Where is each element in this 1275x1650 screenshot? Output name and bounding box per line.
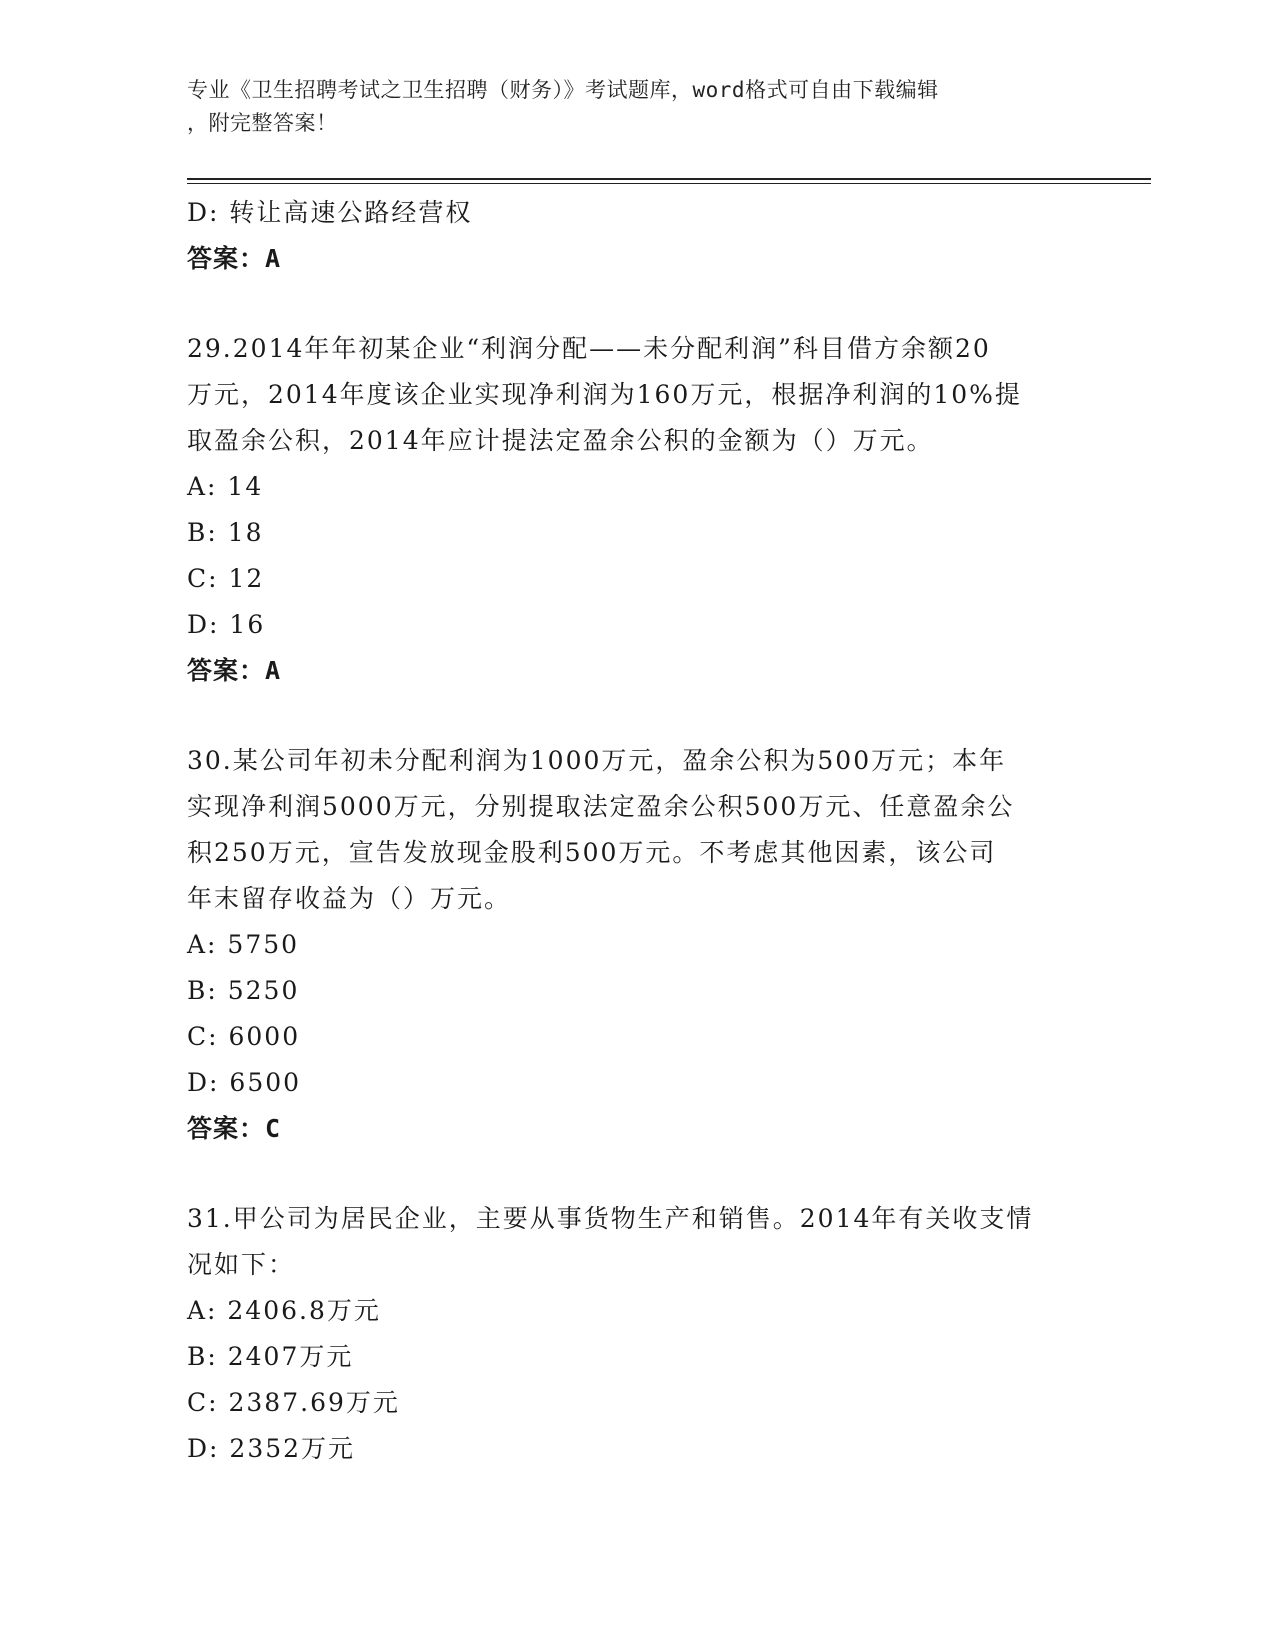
option-c: C: 12: [187, 564, 265, 593]
document-content: [187, 190, 1087, 1472]
question-29: [187, 326, 1087, 694]
question-text-line: 积250万元，宣告发放现金股利500万元。不考虑其他因素，该公司: [187, 838, 997, 867]
option-a: A: 2406.8万元: [187, 1296, 381, 1325]
option-a: A: 5750: [187, 930, 300, 959]
option-d: D: 16: [187, 610, 266, 639]
question-text-line: 取盈余公积，2014年应计提法定盈余公积的金额为（）万元。: [187, 426, 934, 455]
question-text-line: 年末留存收益为（）万元。: [187, 884, 512, 913]
header-rule-thick: [187, 178, 1151, 180]
option-c: C: 2387.69万元: [187, 1388, 400, 1417]
option-b: B: 5250: [187, 976, 300, 1005]
header-line-2: ，附完整答案！: [187, 111, 338, 135]
question-31: [187, 1196, 1087, 1472]
prev-question: [187, 190, 1087, 282]
option-a: A: 14: [187, 472, 264, 501]
question-30: [187, 738, 1087, 1152]
question-text-line: 实现净利润5000万元，分别提取法定盈余公积500万元、任意盈余公: [187, 792, 1015, 821]
header-rule-thin: [187, 183, 1151, 184]
header-line-1: 专业《卫生招聘考试之卫生招聘（财务）》考试题库，word格式可自由下载编辑: [187, 78, 939, 102]
question-text-line: 29.2014年年初某企业“利润分配——未分配利润”科目借方余额20: [187, 334, 991, 363]
question-text-line: 况如下：: [187, 1250, 296, 1279]
question-text-line: 31.甲公司为居民企业，主要从事货物生产和销售。2014年有关收支情: [187, 1204, 1034, 1233]
option-c: C: 6000: [187, 1022, 301, 1051]
option-b: B: 2407万元: [187, 1342, 354, 1371]
answer-line: 答案：C: [187, 1114, 282, 1143]
question-text-line: 万元，2014年度该企业实现净利润为160万元，根据净利润的10%提: [187, 380, 1022, 409]
answer-line: 答案：A: [187, 656, 282, 685]
option-d: D: 6500: [187, 1068, 302, 1097]
document-header: [187, 74, 1067, 140]
answer-line: 答案：A: [187, 244, 282, 273]
question-text-line: 30.某公司年初未分配利润为1000万元，盈余公积为500万元；本年: [187, 746, 1007, 775]
option-b: B: 18: [187, 518, 264, 547]
option-d: D: 2352万元: [187, 1434, 356, 1463]
option-d: D: 转让高速公路经营权: [187, 198, 473, 227]
